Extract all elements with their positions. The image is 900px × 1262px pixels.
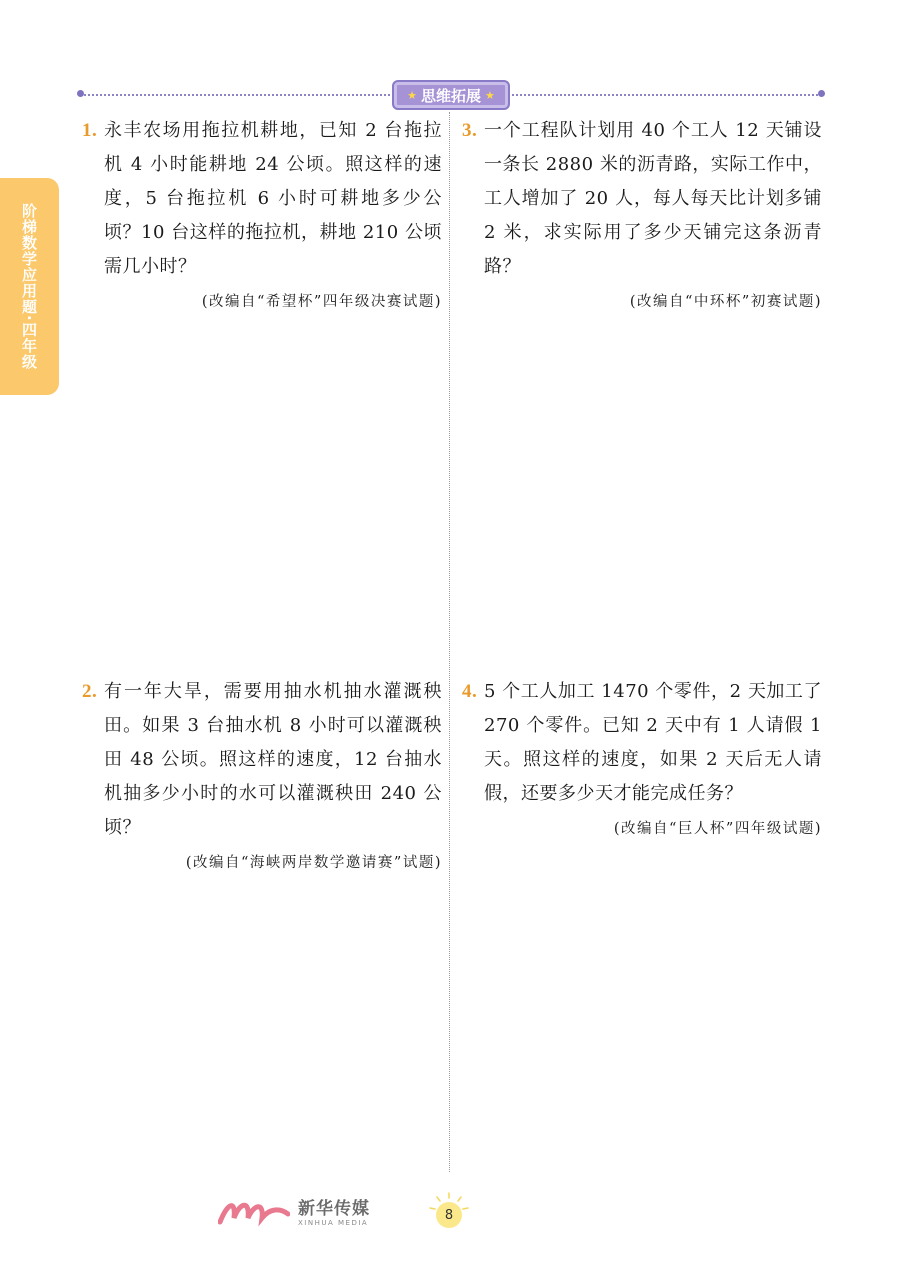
side-tab-label: 阶梯数学应用题·四年级 [20,203,38,370]
problem-2 [82,675,442,877]
problem-text: 5 个工人加工 1470 个零件，2 天加工了 270 个零件。已知 2 天中有 1 人请假 1 天。照这样的速度，如果 2 天后无人请假，还要多少天才能完成任务？ [484,681,822,804]
side-tab [0,178,59,395]
problem-text: 一个工程队计划用 40 个工人 12 天铺设一条长 2880 米的沥青路，实际工作中，工人增加了 20 人，每人每天比计划多铺 2 米，求实际用了多少天铺完这条沥青路？ [484,120,822,277]
section-title: 思维拓展 [420,86,481,105]
star-icon: ★ [407,88,417,102]
header-rule-right-dot [818,90,825,97]
problem-4 [462,675,822,843]
star-icon: ★ [485,88,495,102]
publisher-logo-mark-icon [218,1192,290,1228]
header-rule-left-dot [77,90,84,97]
problem-source: (改编自“希望杯”四年级决赛试题) [201,294,442,310]
problem-number: 4. [462,681,478,702]
page-number: 8 [436,1202,462,1228]
problem-3 [462,114,822,316]
problem-text: 永丰农场用拖拉机耕地，已知 2 台拖拉机 4 小时能耕地 24 公顷。照这样的速度，5 台拖拉机 6 小时可耕地多少公顷？10 台这样的拖拉机，耕地 210 公顷需几小时？ [104,120,442,277]
problem-source: (改编自“巨人杯”四年级试题) [613,821,822,837]
page-number-badge [428,1192,470,1236]
problem-number: 3. [462,120,478,141]
column-divider [449,112,450,1172]
section-badge [392,80,510,110]
problem-source: (改编自“海峡两岸数学邀请赛”试题) [185,855,442,871]
problem-1 [82,114,442,316]
problem-number: 2. [82,681,98,702]
publisher-logo [218,1192,370,1228]
publisher-name: 新华传媒 [298,1198,370,1219]
problem-number: 1. [82,120,98,141]
problem-source: (改编自“中环杯”初赛试题) [629,294,822,310]
publisher-name-en: XINHUA MEDIA [298,1218,369,1227]
problem-text: 有一年大旱，需要用抽水机抽水灌溉秧田。如果 3 台抽水机 8 小时可以灌溉秧田 48 公顷。照这样的速度，12 台抽水机抽多少小时的水可以灌溉秧田 240 公顷？ [104,681,442,838]
